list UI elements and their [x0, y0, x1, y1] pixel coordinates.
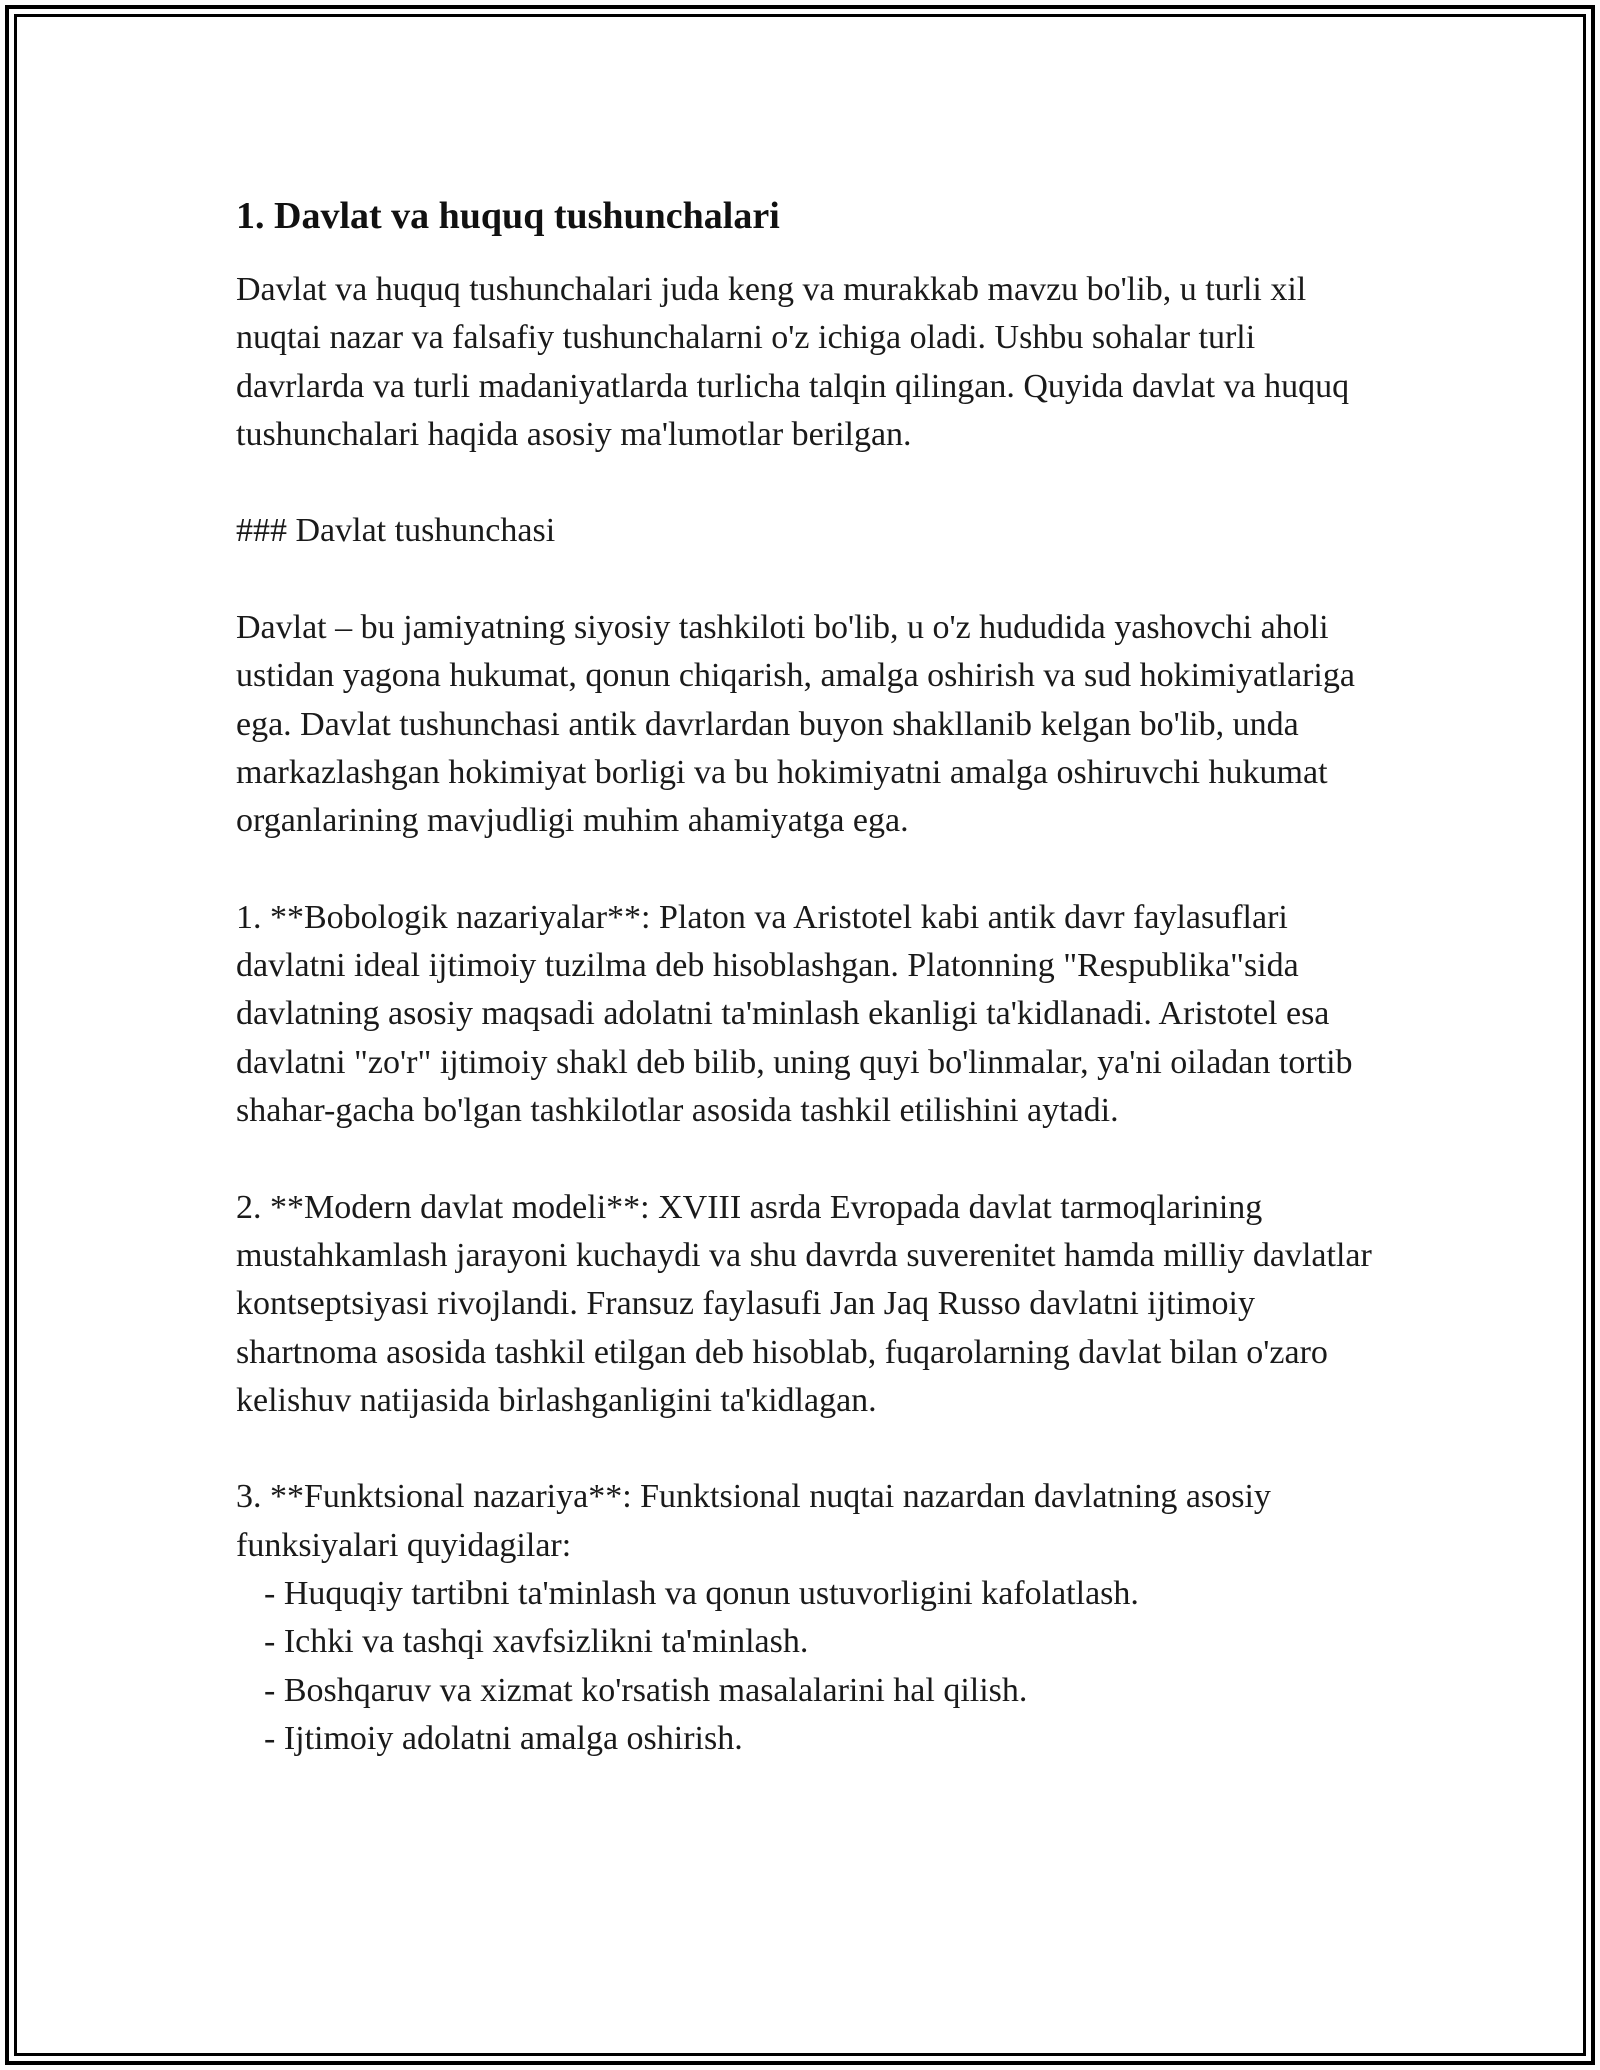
- intro-paragraph: Davlat va huquq tushunchalari juda keng va murakkab mavzu bo'lib, u turli xil nuqtai nazar va falsafiy tushunchalarni o'z ichiga oladi. Ushbu sohalar turli davrlarda va turli madaniyatlarda turlicha talqin qilingan. Quyida davlat va huquq tushunchalari haqida asosiy ma'lumotlar berilgan.: [236, 271, 1350, 453]
- function-item: - Huquqiy tartibni ta'minlash va qonun ustuvorligini kafolatlash.: [264, 1575, 1139, 1613]
- document-body: [236, 188, 1376, 1763]
- function-item: - Boshqaruv va xizmat ko'rsatish masalalarini hal qilish.: [264, 1671, 1028, 1709]
- definition-paragraph: Davlat – bu jamiyatning siyosiy tashkiloti bo'lib, u o'z hududida yashovchi aholi ustidan yagona hukumat, qonun chiqarish, amalga oshirish va sud hokimiyatlariga ega. Davlat tushunchasi antik davrlardan buyon shakllanib kelgan bo'lib, unda markazlashgan hokimiyat borligi va bu hokimiyatni amalga oshiruvchi hukumat organlarining mavjudligi muhim ahamiyatga ega.: [236, 609, 1355, 840]
- point-3-paragraph: 3. **Funktsional nazariya**: Funktsional nuqtai nazardan davlatning asosiy funksiyalari quyidagilar:: [236, 1478, 1271, 1564]
- point-3-block: [236, 1473, 1376, 1763]
- function-item: - Ichki va tashqi xavfsizlikni ta'minlash.: [264, 1623, 809, 1661]
- point-2-paragraph: 2. **Modern davlat modeli**: XVIII asrda Evropada davlat tarmoqlarining mustahkamlash jarayoni kuchaydi va shu davrda suverenitet hamda milliy davlatlar kontseptsiyasi rivojlandi. Fransuz faylasufi Jan Jaq Russo davlatni ijtimoiy shartnoma asosida tashkil etilgan deb hisoblab, fuqarolarning davlat bilan o'zaro kelishuv natijasida birlashganligini ta'kidlagan.: [236, 1188, 1372, 1419]
- functions-list: [236, 1570, 1376, 1763]
- document-title: 1. Davlat va huquq tushunchalari: [236, 195, 780, 237]
- function-item: - Ijtimoiy adolatni amalga oshirish.: [264, 1719, 743, 1757]
- subheading: ### Davlat tushunchasi: [236, 512, 556, 550]
- point-1-paragraph: 1. **Bobologik nazariyalar**: Platon va Aristotel kabi antik davr faylasuflari davlatni ideal ijtimoiy tuzilma deb hisoblashgan. Platonning "Respublika"sida davlatning asosiy maqsadi adolatni ta'minlash ekanligi ta'kidlanadi. Aristotel esa davlatni "zo'r" ijtimoiy shakl deb bilib, uning quyi bo'linmalar, ya'ni oiladan tortib shahar-gacha bo'lgan tashkilotlar asosida tashkil etilishini aytadi.: [236, 898, 1353, 1130]
